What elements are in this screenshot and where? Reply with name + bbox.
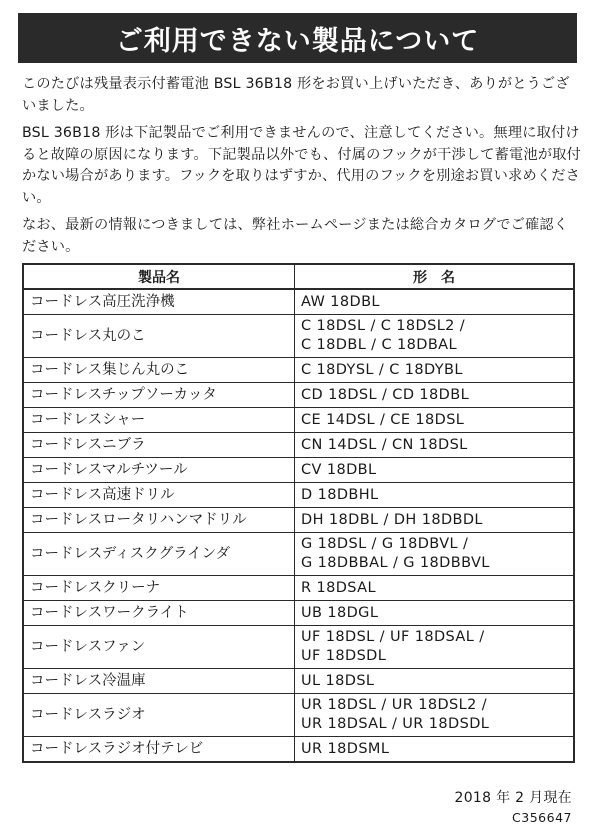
- model-name-line: UB 18DGL: [301, 604, 379, 621]
- table-row: [23, 433, 574, 458]
- as-of-date: 2018 年 2 月現在: [454, 790, 572, 806]
- model-name-cell: [295, 508, 575, 533]
- table-row: [23, 508, 574, 533]
- product-name-cell: コードレスラジオ: [23, 694, 295, 737]
- model-name-cell: [295, 483, 575, 508]
- table-row: [23, 737, 574, 763]
- model-name-line: CN 14DSL / CN 18DSL: [301, 436, 468, 453]
- model-name-cell: [295, 289, 575, 315]
- product-name-cell: コードレス高速ドリル: [23, 483, 295, 508]
- model-name-line: C 18DYSL / C 18DYBL: [301, 361, 463, 378]
- page-title: ご利用できない製品について: [18, 13, 577, 63]
- model-name-cell: [295, 694, 575, 737]
- model-name-line: AW 18DBL: [301, 293, 380, 310]
- incompatible-products-table: [22, 263, 575, 763]
- model-name-cell: [295, 533, 575, 576]
- model-name-line: C 18DBL / C 18DBAL: [301, 337, 457, 353]
- table-row: [23, 383, 574, 408]
- product-name-cell: コードレスワークライト: [23, 601, 295, 626]
- product-name-cell: コードレスファン: [23, 626, 295, 669]
- model-name-line: G 18DBBAL / G 18DBBVL: [301, 555, 490, 571]
- model-name-line: UR 18DSML: [301, 740, 390, 757]
- model-name-line: UR 18DSAL / UR 18DSDL: [301, 716, 490, 732]
- model-name-cell: [295, 433, 575, 458]
- model-name-line: UR 18DSL / UR 18DSL2 /: [301, 697, 488, 713]
- model-name-line: CE 14DSL / CE 18DSL: [301, 411, 465, 428]
- table-row: [23, 576, 574, 601]
- model-name-line: UF 18DSL / UF 18DSAL /: [301, 629, 485, 645]
- model-name-line: DH 18DBL / DH 18DBDL: [301, 511, 483, 528]
- model-name-cell: [295, 315, 575, 358]
- model-name-cell: [295, 408, 575, 433]
- model-name-line: CV 18DBL: [301, 461, 377, 478]
- intro-text: [22, 74, 582, 264]
- header-product-name: 製品名: [23, 264, 295, 289]
- product-name-cell: コードレスチップソーカッタ: [23, 383, 295, 408]
- product-name-cell: コードレス丸のこ: [23, 315, 295, 358]
- intro-paragraph-caution: BSL 36B18 形は下記製品でご利用できませんので、注意してください。無理に取付けると故障の原因になります。下記製品以外でも、付属のフックが干渉して蓄電池が取付かない場合があります。フックを取りはずすか、代用のフックを別途お買い求めください。: [22, 125, 581, 206]
- table-row: [23, 483, 574, 508]
- table-row: [23, 669, 574, 694]
- model-name-cell: [295, 626, 575, 669]
- model-name-cell: [295, 737, 575, 763]
- table-row: [23, 694, 574, 737]
- model-name-line: UF 18DSDL: [301, 648, 387, 664]
- product-name-cell: コードレスニブラ: [23, 433, 295, 458]
- product-name-cell: コードレスラジオ付テレビ: [23, 737, 295, 763]
- model-name-line: UL 18DSL: [301, 672, 375, 689]
- model-name-cell: [295, 601, 575, 626]
- table-row: [23, 601, 574, 626]
- product-name-cell: コードレスロータリハンマドリル: [23, 508, 295, 533]
- table-row: [23, 408, 574, 433]
- model-name-line: D 18DBHL: [301, 486, 379, 503]
- product-name-cell: コードレスクリーナ: [23, 576, 295, 601]
- table-row: [23, 458, 574, 483]
- header-model-name: 形 名: [295, 264, 575, 289]
- model-name-line: CD 18DSL / CD 18DBL: [301, 386, 470, 403]
- product-name-cell: コードレスディスクグラインダ: [23, 533, 295, 576]
- model-name-line: G 18DSL / G 18DBVL /: [301, 536, 469, 552]
- model-name-line: R 18DSAL: [301, 579, 376, 596]
- table-row: [23, 358, 574, 383]
- table-row: [23, 626, 574, 669]
- document-code: C356647: [512, 810, 572, 825]
- product-name-cell: コードレス集じん丸のこ: [23, 358, 295, 383]
- table-body: [23, 289, 574, 762]
- table-header-row: [23, 264, 574, 289]
- model-name-cell: [295, 358, 575, 383]
- product-name-cell: コードレスマルチツール: [23, 458, 295, 483]
- model-name-cell: [295, 669, 575, 694]
- product-name-cell: コードレス冷温庫: [23, 669, 295, 694]
- product-name-cell: コードレス高圧洗浄機: [23, 289, 295, 315]
- table-row: [23, 533, 574, 576]
- model-name-cell: [295, 458, 575, 483]
- model-name-cell: [295, 576, 575, 601]
- intro-paragraph-info: なお、最新の情報につきましては、弊社ホームページまたは総合カタログでご確認ください。: [22, 217, 569, 255]
- intro-paragraph-thanks: このたびは残量表示付蓄電池 BSL 36B18 形をお買い上げいただき、ありがとうございました。: [22, 76, 570, 114]
- product-name-cell: コードレスシャー: [23, 408, 295, 433]
- table-row: [23, 315, 574, 358]
- table-row: [23, 289, 574, 315]
- model-name-cell: [295, 383, 575, 408]
- model-name-line: C 18DSL / C 18DSL2 /: [301, 318, 466, 334]
